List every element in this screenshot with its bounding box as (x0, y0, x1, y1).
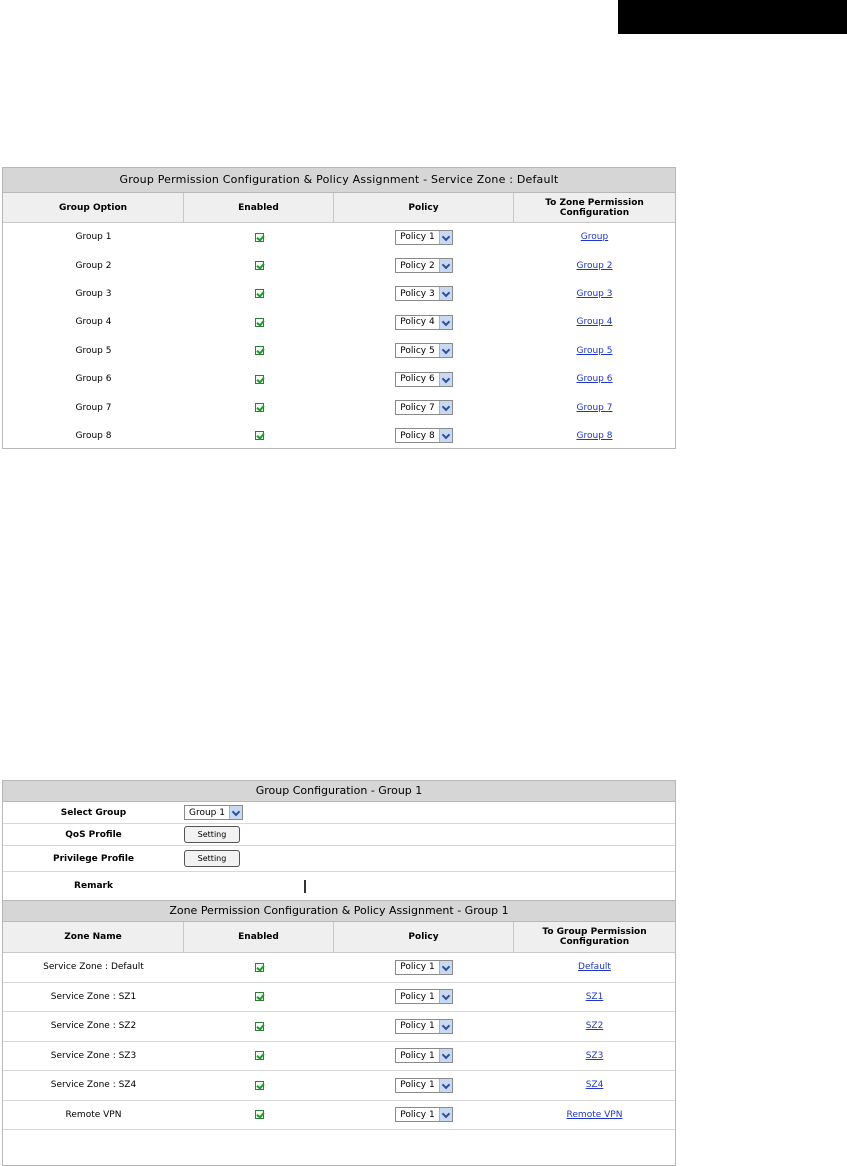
header-enabled: Enabled (184, 922, 334, 952)
policy-dropdown[interactable] (395, 1048, 452, 1063)
policy-value: Policy 1 (400, 1109, 435, 1120)
row-name: Group 3 (75, 288, 112, 299)
permission-link[interactable]: SZ1 (585, 991, 604, 1002)
qos-profile-label: QoS Profile (65, 829, 122, 840)
link-cell (514, 1080, 675, 1090)
enabled-checkbox[interactable] (255, 1081, 264, 1090)
link-cell (514, 403, 675, 413)
enabled-checkbox[interactable] (255, 346, 264, 355)
link-cell (514, 962, 675, 972)
table-row (3, 1012, 675, 1042)
chevron-down-icon (439, 231, 452, 244)
link-cell (514, 1051, 675, 1061)
row-name: Group 7 (75, 402, 112, 413)
enabled-cell (184, 1110, 334, 1119)
zone-table-header (3, 922, 675, 953)
chevron-down-icon (439, 373, 452, 386)
link-cell (514, 374, 675, 384)
permission-link[interactable]: Group 2 (576, 260, 613, 271)
header-zone-permission: To Zone Permission Configuration (545, 197, 644, 218)
enabled-cell (184, 1051, 334, 1060)
policy-cell (334, 258, 514, 273)
policy-dropdown[interactable] (395, 372, 452, 387)
policy-dropdown[interactable] (395, 258, 452, 273)
table-row (3, 1071, 675, 1101)
link-cell (514, 317, 675, 327)
table-row (3, 422, 675, 450)
row-name: Service Zone : SZ1 (50, 991, 137, 1002)
policy-dropdown[interactable] (395, 1078, 452, 1093)
group-configuration-table (2, 780, 676, 1166)
permission-link[interactable]: Remote VPN (566, 1109, 623, 1120)
policy-value: Policy 3 (400, 288, 435, 299)
policy-dropdown[interactable] (395, 1019, 452, 1034)
row-name: Service Zone : SZ4 (50, 1080, 137, 1091)
enabled-cell (184, 346, 334, 355)
policy-cell (334, 315, 514, 330)
policy-cell (334, 400, 514, 415)
row-name: Group 5 (75, 345, 112, 356)
policy-dropdown[interactable] (395, 286, 452, 301)
enabled-checkbox[interactable] (255, 431, 264, 440)
policy-value: Policy 1 (400, 1050, 435, 1061)
chevron-down-icon (439, 961, 452, 974)
enabled-checkbox[interactable] (255, 1051, 264, 1060)
table-row (3, 983, 675, 1013)
remark-input[interactable] (304, 880, 306, 893)
enabled-cell (184, 992, 334, 1001)
permission-link[interactable]: Group 6 (576, 374, 613, 385)
enabled-cell (184, 1022, 334, 1031)
permission-link[interactable]: SZ2 (585, 1021, 604, 1032)
enabled-checkbox[interactable] (255, 1110, 264, 1119)
policy-cell (334, 960, 514, 975)
policy-value: Policy 5 (400, 345, 435, 356)
policy-value: Policy 1 (400, 232, 435, 243)
enabled-cell (184, 1081, 334, 1090)
table-row (3, 337, 675, 365)
row-name: Service Zone : SZ3 (50, 1050, 137, 1061)
table-row (3, 280, 675, 308)
select-group-dropdown[interactable] (184, 805, 243, 820)
chevron-down-icon (439, 1049, 452, 1062)
qos-setting-button[interactable]: Setting (184, 826, 240, 843)
remark-label: Remark (74, 881, 113, 891)
policy-dropdown[interactable] (395, 343, 452, 358)
policy-value: Policy 1 (400, 1021, 435, 1032)
chevron-down-icon (439, 401, 452, 414)
chevron-down-icon (229, 806, 242, 819)
header-group-option: Group Option (3, 193, 184, 222)
table-row (3, 308, 675, 336)
link-cell (514, 232, 675, 242)
enabled-checkbox[interactable] (255, 1022, 264, 1031)
link-cell (514, 346, 675, 356)
policy-cell (334, 1107, 514, 1122)
row-name: Group 8 (75, 430, 112, 441)
policy-cell (334, 343, 514, 358)
select-group-label: Select Group (60, 807, 127, 818)
enabled-checkbox[interactable] (255, 403, 264, 412)
policy-cell (334, 372, 514, 387)
permission-link[interactable]: SZ3 (585, 1050, 604, 1061)
policy-dropdown[interactable] (395, 230, 452, 245)
chevron-down-icon (439, 429, 452, 442)
row-name: Remote VPN (65, 1109, 122, 1120)
policy-value: Policy 4 (400, 317, 435, 328)
enabled-checkbox[interactable] (255, 289, 264, 298)
zone-permission-title: Zone Permission Configuration & Policy Assignment - Group 1 (3, 900, 675, 922)
enabled-checkbox[interactable] (255, 992, 264, 1001)
row-name: Group 6 (75, 374, 112, 385)
permission-link[interactable]: Group 5 (576, 345, 613, 356)
row-name: Group 2 (75, 260, 112, 271)
enabled-cell (184, 261, 334, 270)
policy-value: Policy 1 (400, 991, 435, 1002)
permission-link[interactable]: Default (578, 962, 611, 973)
select-group-value: Group 1 (189, 807, 225, 818)
chevron-down-icon (439, 344, 452, 357)
privilege-profile-row (3, 846, 675, 872)
policy-cell (334, 989, 514, 1004)
link-cell (514, 289, 675, 299)
header-zone-name: Zone Name (3, 922, 184, 952)
enabled-checkbox[interactable] (255, 963, 264, 972)
chevron-down-icon (439, 259, 452, 272)
policy-value: Policy 1 (400, 962, 435, 973)
enabled-cell (184, 403, 334, 412)
chevron-down-icon (439, 990, 452, 1003)
enabled-checkbox[interactable] (255, 233, 264, 242)
policy-cell (334, 1019, 514, 1034)
policy-value: Policy 2 (400, 260, 435, 271)
enabled-cell (184, 375, 334, 384)
link-cell (514, 261, 675, 271)
table-row (3, 953, 675, 983)
permission-link[interactable]: Group 8 (576, 430, 613, 441)
remark-row (3, 872, 675, 900)
chevron-down-icon (439, 1079, 452, 1092)
enabled-cell (184, 963, 334, 972)
privilege-setting-button[interactable]: Setting (184, 850, 240, 867)
header-group-permission: To Group Permission Configuration (542, 927, 647, 947)
row-name: Group 4 (75, 317, 112, 328)
chevron-down-icon (439, 287, 452, 300)
enabled-checkbox[interactable] (255, 318, 264, 327)
header-policy: Policy (334, 193, 514, 222)
row-name: Service Zone : Default (43, 962, 144, 973)
enabled-cell (184, 289, 334, 298)
permission-link[interactable]: Group (580, 232, 609, 243)
enabled-cell (184, 431, 334, 440)
policy-cell (334, 428, 514, 443)
table-header (3, 193, 675, 223)
policy-value: Policy 1 (400, 1080, 435, 1091)
policy-dropdown[interactable] (395, 400, 452, 415)
policy-dropdown[interactable] (395, 1107, 452, 1122)
table-row (3, 223, 675, 251)
policy-value: Policy 6 (400, 374, 435, 385)
enabled-cell (184, 318, 334, 327)
enabled-checkbox[interactable] (255, 375, 264, 384)
policy-dropdown[interactable] (395, 960, 452, 975)
policy-dropdown[interactable] (395, 315, 452, 330)
header-black-bar (618, 0, 847, 34)
table-row (3, 251, 675, 279)
chevron-down-icon (439, 1108, 452, 1121)
table-title: Group Permission Configuration & Policy Assignment - Service Zone : Default (3, 168, 675, 193)
permission-link[interactable]: SZ4 (585, 1080, 604, 1091)
select-group-row (3, 802, 675, 824)
row-name: Group 1 (75, 232, 112, 243)
policy-cell (334, 230, 514, 245)
policy-dropdown[interactable] (395, 428, 452, 443)
link-cell (514, 1021, 675, 1031)
policy-cell (334, 286, 514, 301)
policy-cell (334, 1078, 514, 1093)
enabled-cell (184, 233, 334, 242)
policy-value: Policy 7 (400, 402, 435, 413)
link-cell (514, 431, 675, 441)
table-row (3, 1101, 675, 1131)
privilege-profile-label: Privilege Profile (52, 853, 135, 864)
qos-profile-row (3, 824, 675, 846)
permission-link[interactable]: Group 3 (576, 288, 613, 299)
table-row (3, 365, 675, 393)
policy-dropdown[interactable] (395, 989, 452, 1004)
link-cell (514, 992, 675, 1002)
table-row (3, 393, 675, 421)
enabled-checkbox[interactable] (255, 261, 264, 270)
policy-value: Policy 8 (400, 430, 435, 441)
link-cell (514, 1110, 675, 1120)
permission-link[interactable]: Group 4 (576, 317, 613, 328)
permission-link[interactable]: Group 7 (576, 402, 613, 413)
group-permission-table (2, 167, 676, 449)
row-name: Service Zone : SZ2 (50, 1021, 137, 1032)
chevron-down-icon (439, 316, 452, 329)
table-row (3, 1042, 675, 1072)
policy-cell (334, 1048, 514, 1063)
header-enabled: Enabled (184, 193, 334, 222)
table-title: Group Configuration - Group 1 (3, 781, 675, 802)
chevron-down-icon (439, 1020, 452, 1033)
header-policy: Policy (334, 922, 514, 952)
